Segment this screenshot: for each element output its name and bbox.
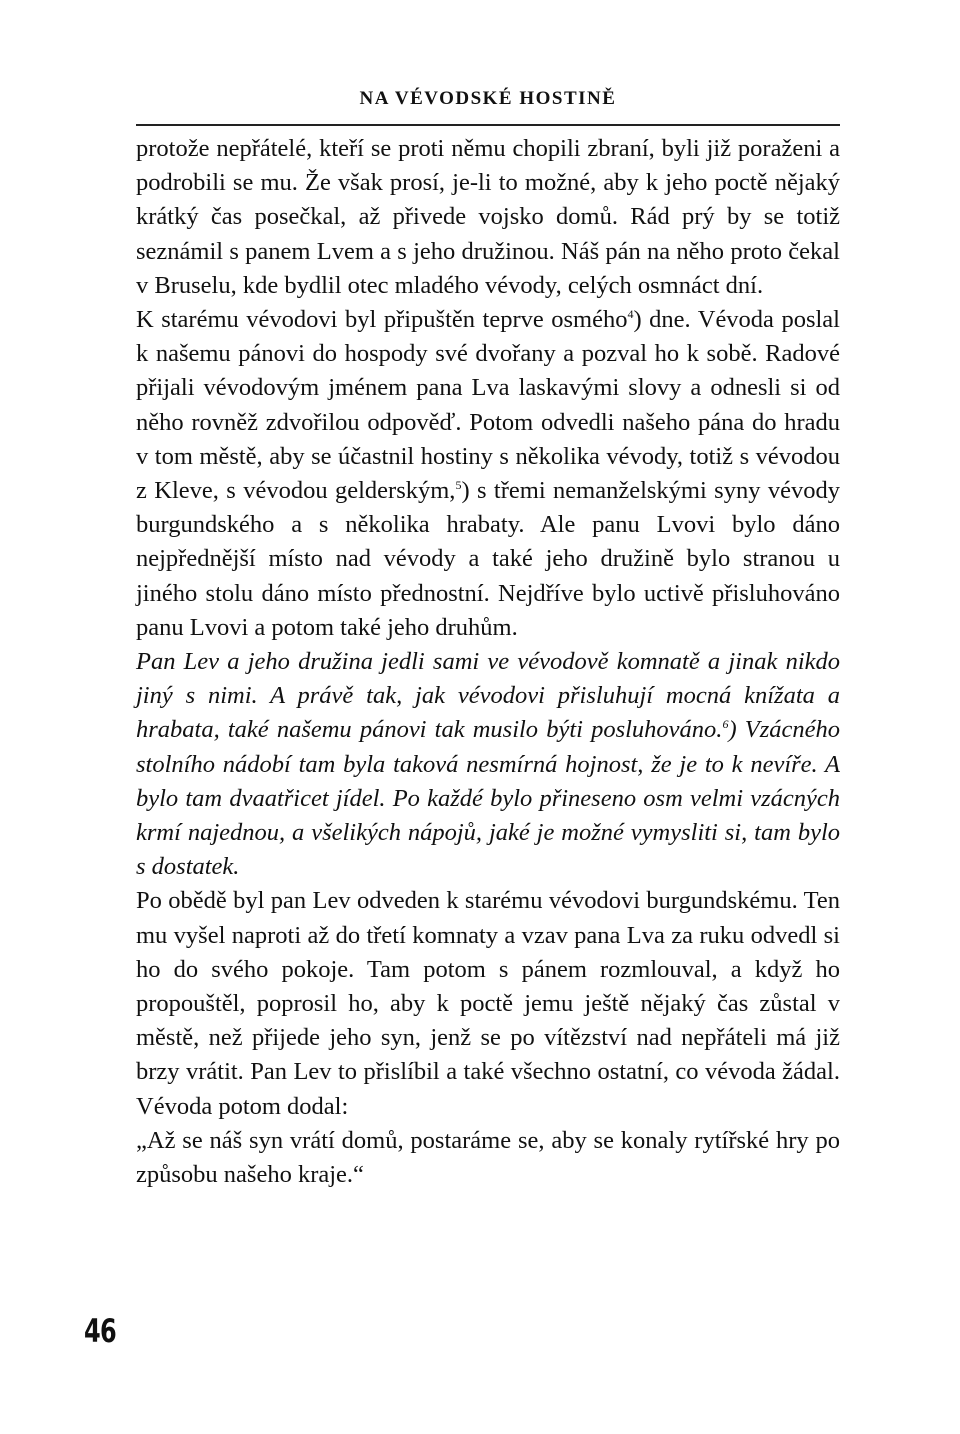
footnote-reference: 6 bbox=[722, 717, 729, 732]
footnote-reference: 5 bbox=[455, 477, 462, 492]
page-number: 46 bbox=[84, 1312, 116, 1350]
header-rule bbox=[136, 124, 840, 126]
paragraph-text: ) dne. Vévoda poslal k našemu pánovi do hospody své dvořany a pozval ho k sobě. Radové přijali vévodovým jménem pana Lva laskavými slovy a odnesli si od něho rovněž zdvořilou odpověď. Potom odvedli našeho pána do hradu v tom městě, aby se účastnil hostiny s několika vévody, totiž s vévodou z Kleve, s vévodou gelderským, bbox=[136, 306, 840, 505]
paragraph-text: K starému vévodovi byl připuštěn teprve osmého bbox=[136, 306, 628, 334]
paragraph bbox=[136, 303, 840, 645]
paragraph-text: protože nepřátelé, kteří se proti němu chopili zbraní, byli již poraženi a podrobili se mu. Že však prosí, je-li to možné, aby k jeho poctě nějaký krátký čas posečkal, až přivede vojsko domů. Rád prý by se totiž seznámil s panem Lvem a s jeho družinou. Náš pán na něho proto čekal v Bruselu, kde bydlil otec mladého vévody, celých osmnáct dní. bbox=[136, 135, 840, 299]
paragraph-text: ) Vzácného stolního nádobí tam byla taková nesmírná hojnost, že je to k nevíře. A bylo tam dvaatřicet jídel. Po každé bylo přineseno osm velmi vzácných krmí najednou, a všelikých nápojů, jaké je možné vymysliti si, tam bylo s dostatek. bbox=[136, 716, 840, 881]
body-text bbox=[136, 132, 840, 1192]
paragraph-text: Pan Lev a jeho družina jedli sami ve vévodově komnatě a jinak nikdo jiný s nimi. A právě tak, jak vévodovi přisluhují mocná knížata a hrabata, také našemu pánovi tak musilo býti posluhováno. bbox=[136, 648, 840, 744]
footnote-reference: 4 bbox=[627, 306, 634, 321]
running-head: NA VÉVODSKÉ HOSTINĚ bbox=[359, 88, 617, 109]
paragraph-text: „Až se náš syn vrátí domů, postaráme se, aby se konaly rytířské hry po způsobu našeho kraje.“ bbox=[136, 1126, 840, 1189]
paragraph bbox=[136, 132, 840, 303]
paragraph bbox=[136, 1124, 840, 1192]
paragraph-text: ) s třemi nemanželskými syny vévody burgundského a s několika hrabaty. Ale panu Lvovi bylo dáno nejpřednější místo nad vévody a také jeho družině bylo stranou u jiného stolu dáno místo přednostní. Nejdříve bylo uctivě přisluhováno panu Lvovi a potom také jeho druhům. bbox=[136, 477, 840, 641]
paragraph bbox=[136, 645, 840, 884]
paragraph-text: Po obědě byl pan Lev odveden k starému vévodovi burgundskému. Ten mu vyšel naproti až do třetí komnaty a vzav pana Lva za ruku odvedl si ho do svého pokoje. Tam potom s pánem rozmlouval, a když ho propouštěl, poprosil ho, aby k poctě jemu ještě nějaký čas zůstal v městě, než přijede jeho syn, jenž se po vítězství nad nepřáteli má již brzy vrátit. Pan Lev to přislíbil a také všechno ostatní, co vévoda žádal. Vévoda potom dodal: bbox=[136, 887, 840, 1120]
paragraph bbox=[136, 884, 840, 1123]
